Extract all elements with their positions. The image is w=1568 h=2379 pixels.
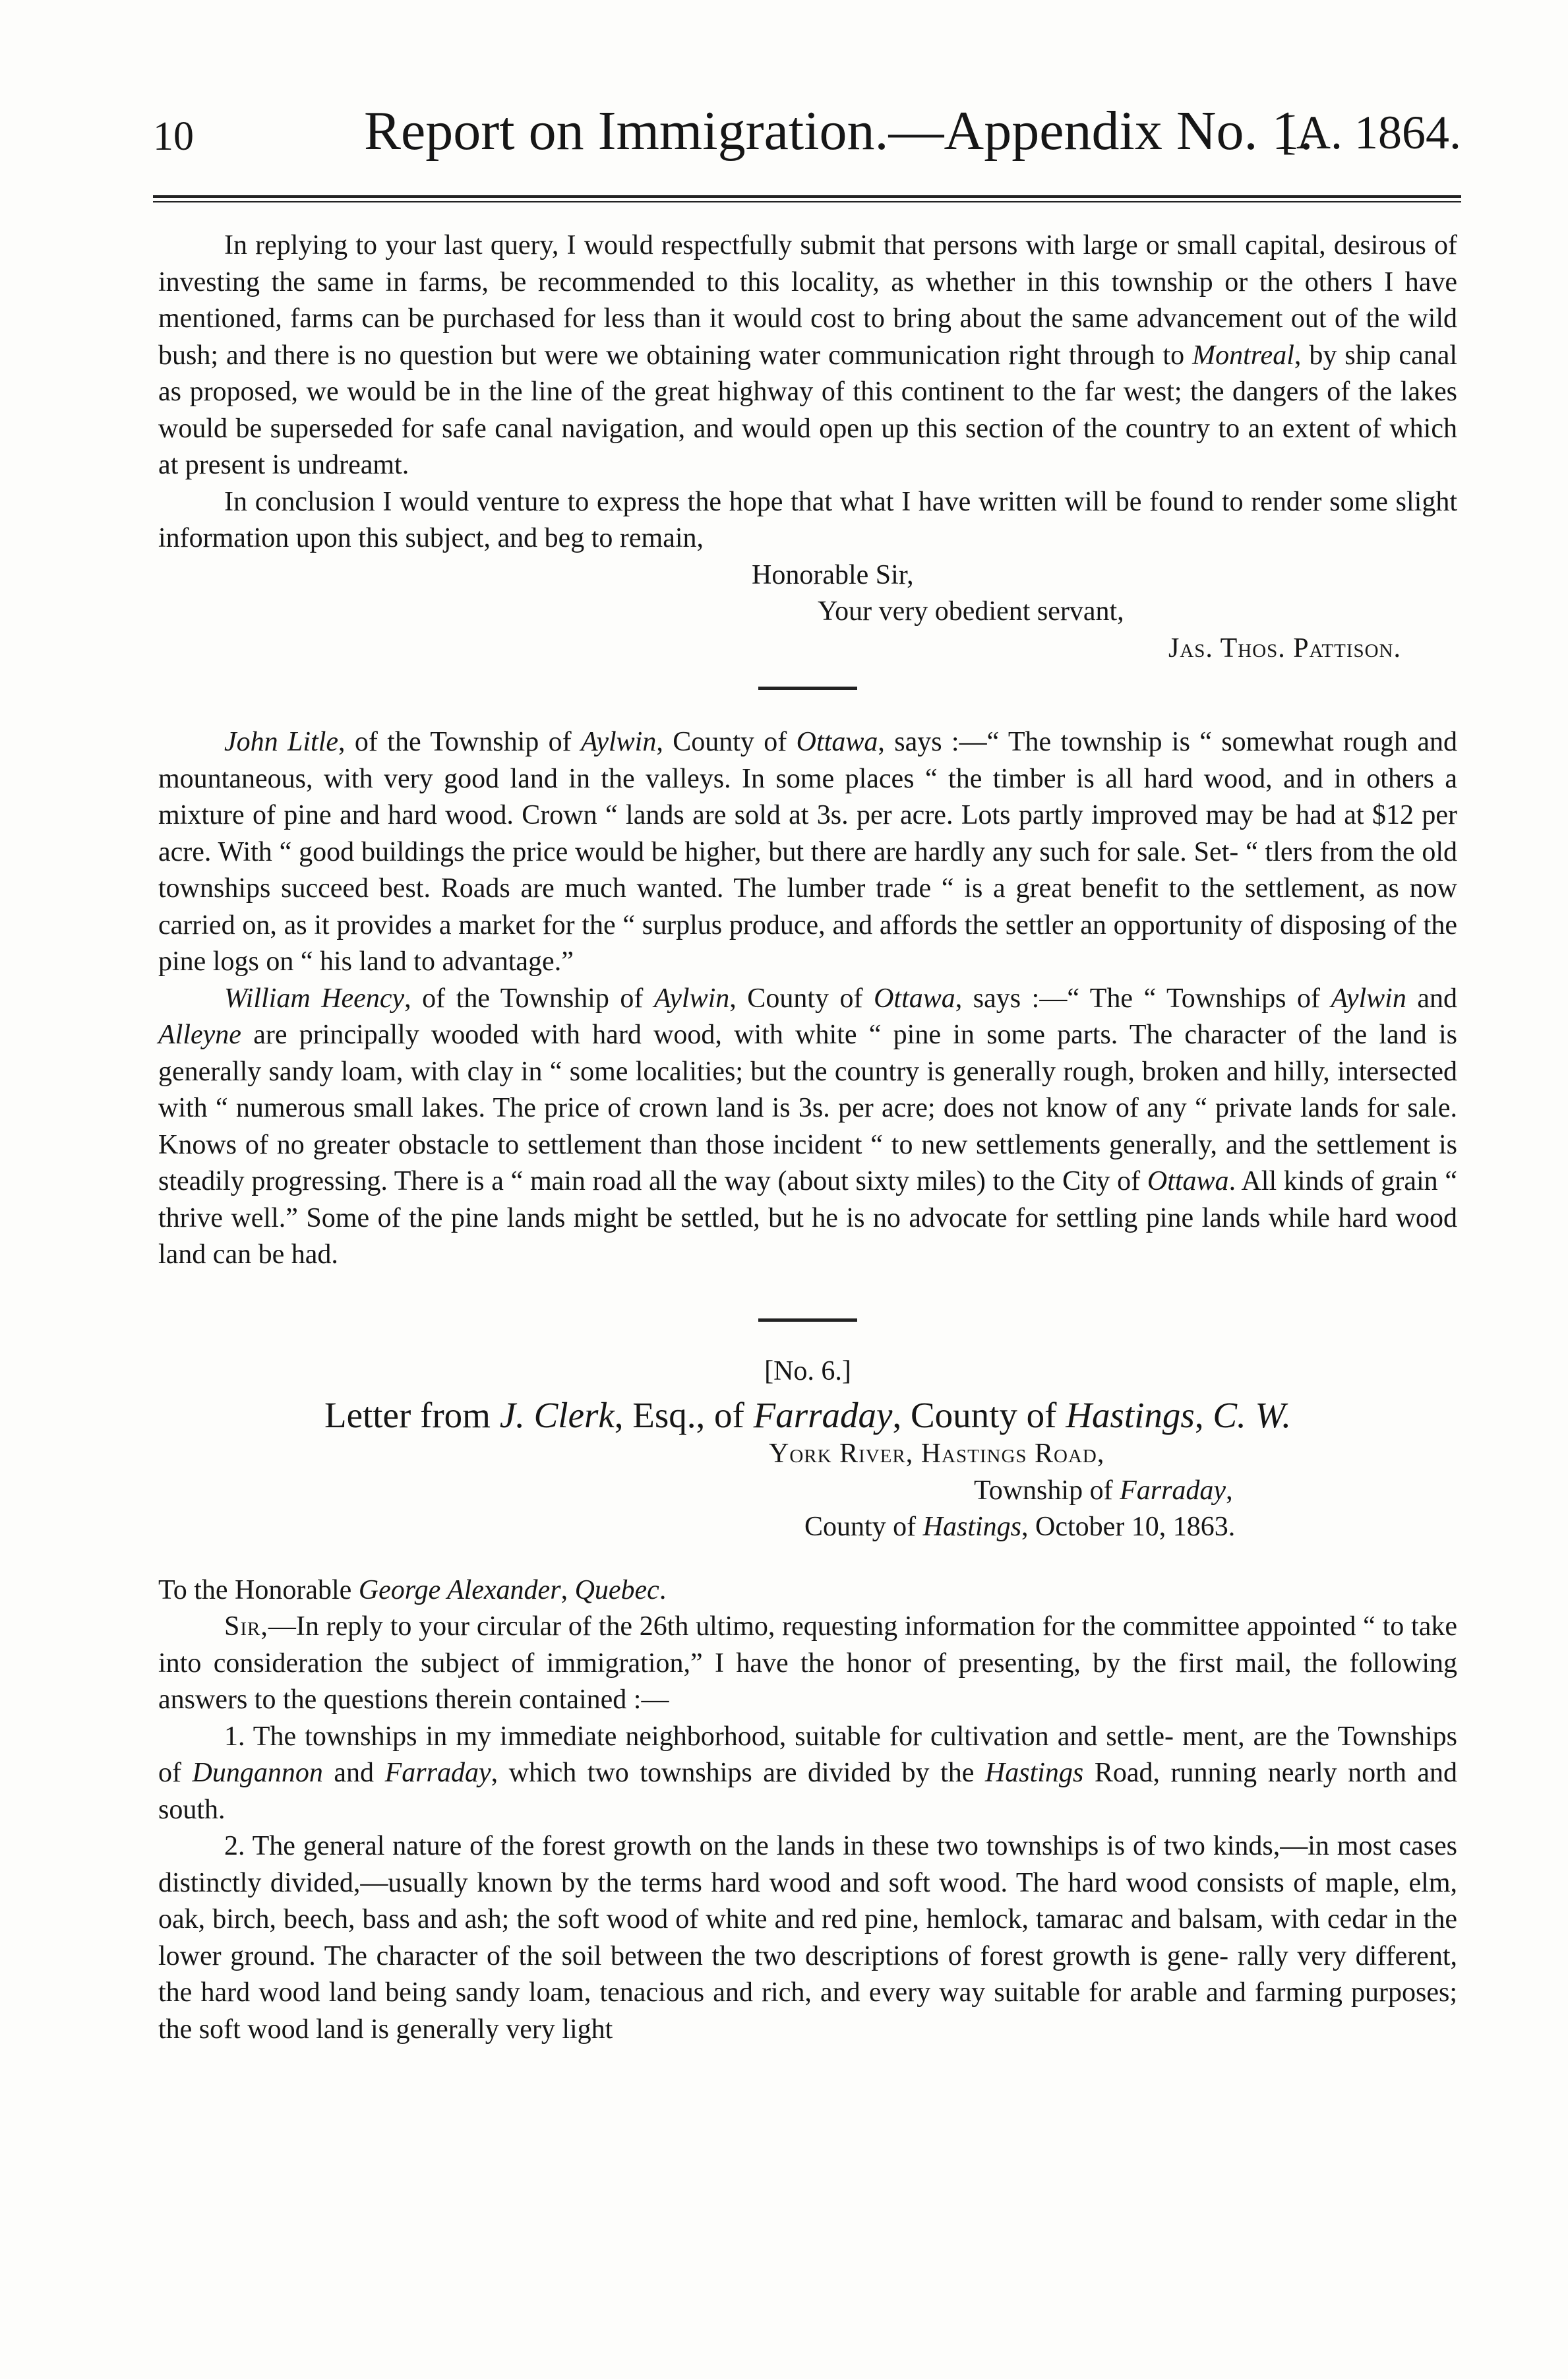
salutation: Honorable Sir, [752, 559, 914, 590]
text-run: , says :—“ The township is “ somewhat rough and mountaneous, with very good land in the valleys. In some places “ the timber is all hard wood, and in others a mixture of pine and hard wood. Crown “ lands are sold at 3s. per acre. Lots partly improved may be had at $12 per acre. With “ good buildings the price would be higher, but there are hardly any such for sale. Set- “ tlers from the old townships succeed best. Roads are much wanted. The lumber trade “ is a great benefit to the settlement, as now carried on, as it provides a market for the “ surplus produce, and affords the settler an opportunity of disposing of the pine logs on “ his land to advantage.” [158, 727, 1458, 977]
italic-run: William Heency [224, 983, 405, 1014]
italic-run: Ottawa [874, 983, 955, 1014]
text-run: , County of [892, 1395, 1066, 1435]
session-label: [A. 1864. [1281, 106, 1461, 159]
page-header [153, 99, 1461, 171]
text-run: , [560, 1574, 575, 1605]
opening-text: —In reply to your circular of the 26th ultimo, requesting information for the committee appointed “ to take into consideration the subject of immigration,” I have the honor of presenting, by the first mail, the following answers to the questions therein contained :— [158, 1611, 1457, 1715]
text-run: , County of [729, 983, 874, 1014]
letter-opening [158, 1609, 1457, 1719]
text-run: Township of [974, 1475, 1120, 1506]
text-run: , [1226, 1475, 1233, 1506]
page-number: 10 [153, 114, 194, 159]
italic-run: George Alexander [358, 1574, 561, 1605]
text-run: , says :—“ The “ Townships of [955, 983, 1331, 1014]
italic-run: Farraday [1120, 1475, 1226, 1506]
italic-run: Hastings [1066, 1395, 1195, 1435]
text-run: 1. The townships in my immediate neighborhood, suitable for cultivation and settle- ment, are the Townships of [158, 1721, 1457, 1788]
answer-1 [158, 1719, 1457, 1829]
text-run: Road, running nearly north and south. [158, 1758, 1457, 1825]
letter-title [158, 1395, 1457, 1436]
opening-sir: Sir, [224, 1611, 268, 1642]
italic-run: C. W. [1213, 1395, 1292, 1435]
text-run: , of the Township of [338, 727, 582, 757]
text-run: , Esq., of [614, 1395, 754, 1435]
italic-run: Montreal [1192, 340, 1294, 371]
italic-run: Hastings [922, 1512, 1022, 1542]
text-run: , of the Township of [404, 983, 654, 1014]
text-run: , County of [656, 727, 797, 757]
text-run: To the Honorable [158, 1574, 359, 1605]
text-run: , [1194, 1395, 1213, 1435]
pattison-paragraph-2: In conclusion I would venture to express the hope that what I have written will be found to render some slight information upon this subject, and beg to remain, [158, 486, 1457, 553]
italic-run: Aylwin [1331, 983, 1406, 1014]
signature-pattison: Jas. Thos. Pattison. [1168, 633, 1401, 664]
text-run: are principally wooded with hard wood, with white “ pine in some parts. The character of the land is generally sandy loam, with clay in “ some localities; but the country is generally rough, broken and hilly, intersected with “ numerous small lakes. The price of crown land is 3s. per acre; does not know of any “ private lands for sale. Knows of no greater obstacle to settlement than those incident “ to new settlements generally, and the settlement is steadily progressing. There is a “ main road all the way (about sixty miles) to the City of [158, 1020, 1457, 1196]
text-run: , which two townships are divided by the [491, 1758, 985, 1788]
text-run: , by ship canal as proposed, we would be in the line of the great highway of this continent to the far west; the dangers of the lakes would be superseded for safe canal navigation, and would open up this section of the country to an extent of which at present is undreamt. [158, 340, 1458, 480]
litle-statement [158, 724, 1457, 981]
letter-address-line-1: York River, Hastings Road, [769, 1438, 1105, 1469]
text-run: Letter from [324, 1395, 500, 1435]
italic-run: John Litle [224, 727, 339, 757]
running-title: Report on Immigration.—Appendix No. 1. [364, 100, 1313, 162]
pattison-paragraph-1 [158, 228, 1457, 484]
italic-run: Aylwin [581, 727, 657, 757]
header-rule-top [153, 195, 1461, 198]
italic-run: Dungannon [192, 1758, 323, 1788]
text-run: , October 10, 1863. [1021, 1512, 1236, 1542]
letter-address-line-3 [804, 1509, 1457, 1546]
letter-number: [No. 6.] [764, 1355, 851, 1386]
letter-addressee [158, 1572, 1457, 1609]
italic-run: Farraday [753, 1395, 893, 1435]
text-run: . [659, 1574, 667, 1605]
italic-run: Hastings [984, 1758, 1084, 1788]
italic-run: Ottawa [1147, 1166, 1229, 1196]
section-divider [758, 687, 857, 690]
text-run: . All kinds of grain “ thrive well.” Some of the pine lands might be settled, but he is no advocate for settling pine lands while hard wood land can be had. [158, 1166, 1458, 1270]
closing: Your very obedient servant, [818, 596, 1124, 627]
text-run: In replying to your last query, I would respectfully submit that persons with large or small capital, desirous of investing the same in farms, be recommended to this locality, as whether in this township or the others I have mentioned, farms can be purchased for less than it would cost to bring about the same advancement out of the wild bush; and there is no question but were we obtaining water communication right through to [158, 230, 1457, 371]
italic-run: Farraday [384, 1758, 491, 1788]
answer-2: 2. The general nature of the forest growth on the lands in these two townships is of two kinds,—in most cases distinctly divided,—usually known by the terms hard wood and soft wood. The hard wood consists of maple, elm, oak, birch, beech, bass and ash; the soft wood of white and red pine, hemlock, tamarac and balsam, with cedar in the lower ground. The character of the soil between the two descriptions of forest growth is gene- rally very different, the hard wood land being sandy loam, tenacious and rich, and every way suitable for arable and farming purposes; the soft wood land is generally very light [158, 1831, 1457, 2045]
header-rule-bottom [153, 201, 1461, 202]
italic-run: Aylwin [653, 983, 730, 1014]
text-run: and [1406, 983, 1458, 1014]
italic-run: Ottawa [796, 727, 878, 757]
italic-run: Alleyne [158, 1020, 241, 1050]
section-divider [758, 1318, 857, 1322]
letter-address-line-2 [974, 1473, 1457, 1510]
italic-run: J. Clerk [499, 1395, 615, 1435]
text-run: County of [804, 1512, 923, 1542]
heency-statement [158, 981, 1457, 1274]
text-run: and [322, 1758, 385, 1788]
italic-run: Quebec [574, 1574, 659, 1605]
body-text [158, 228, 1457, 2048]
